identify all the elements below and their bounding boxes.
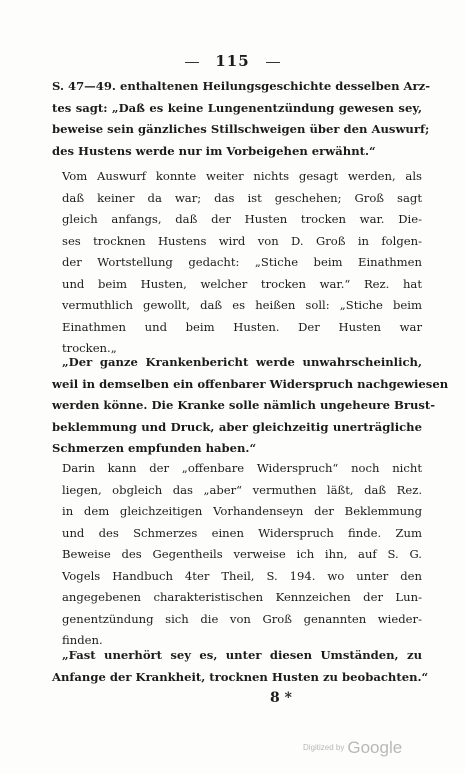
text-line: liegen, obgleich das „aber“ vermuthen läßt, daß Rez. [62, 482, 422, 497]
text-line: Anfange der Krankheit, trocknen Husten zu beobachten.“ [52, 669, 429, 684]
watermark-prefix: Digitized by [303, 743, 345, 752]
signature-mark: 8 * [270, 690, 292, 706]
text-line: Schmerzen empfunden haben.“ [52, 441, 257, 455]
page-header [0, 52, 465, 70]
text-line: „Fast unerhört sey es, unter diesen Umständen, zu [62, 648, 422, 662]
text-line: angegebenen charakteristischen Kennzeichen der Lun- [62, 590, 422, 604]
text-line: werden könne. Die Kranke solle nämlich ungeheure Brust- [52, 398, 436, 412]
text-line: tes sagt: „Daß es keine Lungenentzündung gewesen sey, [52, 100, 422, 115]
text-line: der Wortstellung gedacht: „Stiche beim Einathmen [62, 255, 422, 269]
text-line: Beweise des Gegentheils verweise ich ihn, auf S. G. [62, 547, 422, 561]
text-line: und des Schmerzes einen Widerspruch finde. Zum [62, 525, 422, 540]
text-line: beklemmung und Druck, aber gleichzeitig unerträgliche [52, 419, 422, 434]
text-line: Vom Auswurf konnte weiter nichts gesagt werden, als [62, 169, 422, 183]
text-line: S. 47—49. enthaltenen Heilungsgeschichte desselben Arz- [52, 79, 431, 93]
header-rule-left [185, 62, 199, 63]
text-line: Einathmen und beim Husten. Der Husten war [62, 319, 422, 334]
text-line: trocken.„ [62, 341, 117, 355]
header-rule-right [266, 62, 280, 63]
page-number: 115 [215, 52, 250, 70]
digitization-watermark [303, 738, 402, 758]
text-line: in dem gleichzeitigen Vorhandenseyn der Beklemmung [62, 504, 422, 518]
text-line: und beim Husten, welcher trocken war.“ Rez. hat [62, 276, 422, 291]
text-line: beweise sein gänzliches Stillschweigen über den Auswurf; [52, 122, 430, 136]
text-line: gleich anfangs, daß der Husten trocken war. Die- [62, 212, 422, 226]
text-line: finden. [62, 633, 103, 647]
text-line: ses trocknen Hustens wird von D. Groß in folgen- [62, 233, 422, 248]
text-line: des Hustens werde nur im Vorbeigehen erwähnt.“ [52, 143, 376, 158]
paragraph-1 [52, 76, 431, 162]
text-line: Vogels Handbuch 4ter Theil, S. 194. wo unter den [62, 568, 422, 583]
text-line: Darin kann der „offenbare Widerspruch“ noch nicht [62, 461, 422, 475]
paragraph-3 [52, 352, 449, 460]
text-line: weil in demselben ein offenbarer Widerspruch nachgewiesen [52, 376, 449, 391]
text-line: „Der ganze Krankenbericht werde unwahrscheinlich, [62, 355, 422, 369]
paragraph-4 [52, 458, 422, 652]
text-line: genentzündung sich die von Groß genannten wieder- [62, 611, 422, 626]
paragraph-5 [52, 645, 429, 688]
text-line: vermuthlich gewollt, daß es heißen soll: „Stiche beim [62, 298, 422, 312]
paragraph-2 [52, 166, 422, 360]
text-line: daß keiner da war; das ist geschehen; Groß sagt [62, 190, 422, 205]
watermark-brand: Google [347, 738, 403, 757]
